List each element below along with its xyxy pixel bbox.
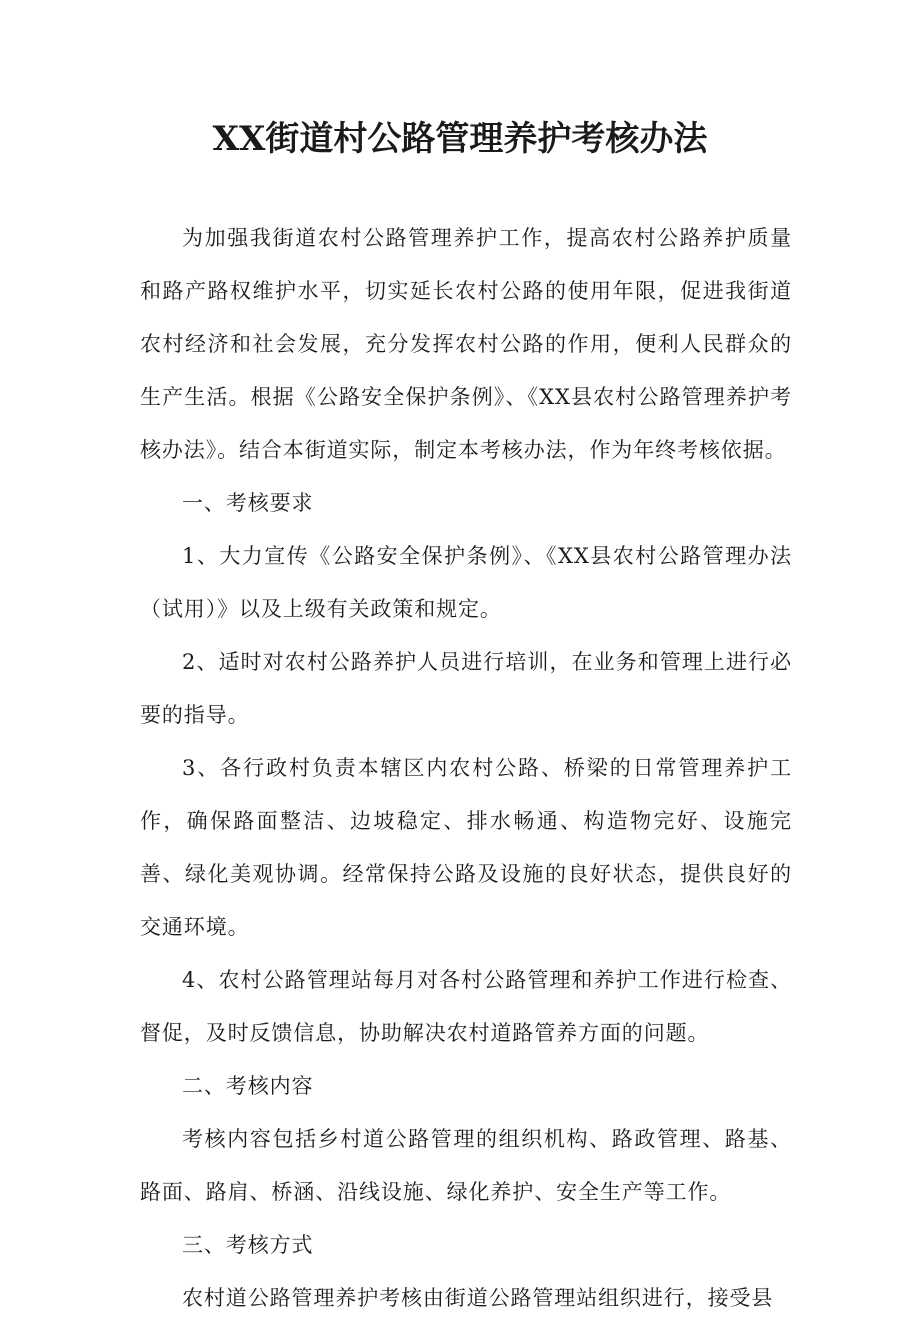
method-paragraph: 农村道公路管理养护考核由街道公路管理站组织进行，接受县 <box>182 1286 774 1310</box>
content-paragraph: 考核内容包括乡村道公路管理的组织机构、路政管理、路基、路面、路肩、桥涵、沿线设施、绿化养护、安全生产等工作。 <box>140 1127 792 1204</box>
requirement-item-3: 3、各行政村负责本辖区内农村公路、桥梁的日常管理养护工作，确保路面整洁、边坡稳定、排水畅通、构造物完好、设施完善、绿化美观协调。经常保持公路及设施的良好状态，提供良好的交通环境。 <box>140 756 792 939</box>
section-heading-requirements: 一、考核要求 <box>182 491 314 515</box>
section-heading-content: 二、考核内容 <box>182 1074 314 1098</box>
paragraph-intro: 为加强我街道农村公路管理养护工作，提高农村公路养护质量和路产路权维护水平，切实延长农村公路的使用年限，促进我街道农村经济和社会发展，充分发挥农村公路的作用，便利人民群众的生产生活。根据《公路安全保护条例》、《XX县农村公路管理养护考核办法》。结合本街道实际，制定本考核办法，作为年终考核依据。 <box>140 226 792 462</box>
document-body <box>140 212 792 1325</box>
document-title: XX街道村公路管理养护考核办法 <box>212 119 708 159</box>
requirement-item-2: 2、适时对农村公路养护人员进行培训，在业务和管理上进行必要的指导。 <box>140 650 792 727</box>
requirement-item-1: 1、大力宣传《公路安全保护条例》、《XX县农村公路管理办法（试用）》以及上级有关政策和规定。 <box>140 544 792 621</box>
section-heading-method: 三、考核方式 <box>182 1233 314 1257</box>
requirement-item-4: 4、农村公路管理站每月对各村公路管理和养护工作进行检查、督促，及时反馈信息，协助解决农村道路管养方面的问题。 <box>140 968 792 1045</box>
